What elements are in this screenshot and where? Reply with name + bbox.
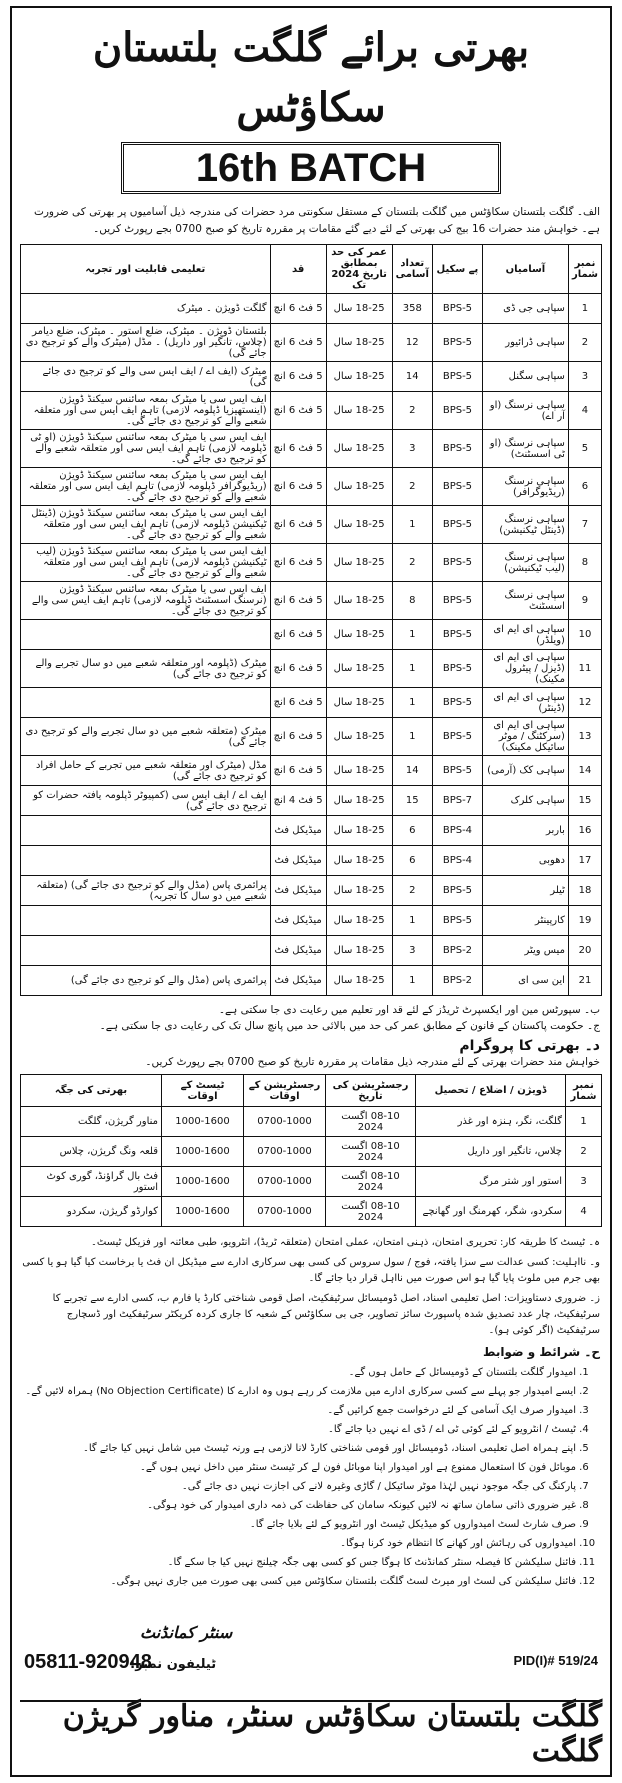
table-row — [21, 786, 602, 816]
row-qualification: ایف ایس سی یا میٹرک بمعہ سائنس سیکنڈ ڈویژن (او ٹی ڈپلومہ لازمی) تاہم ایف ایس سی اور متعلقہ شعبے والے کو ترجیح دی جائے گی۔ — [21, 430, 271, 468]
list-item: 7. پارکنگ کی جگہ موجود نہیں لہٰذا موٹر سائیکل / گاڑی وغیرہ لانے کی اجازت نہیں دی جائے گی۔ — [20, 1477, 576, 1496]
prog-serial: 4 — [566, 1197, 602, 1227]
table-row — [21, 430, 602, 468]
row-scale: BPS-5 — [432, 324, 482, 362]
row-qualification: مڈل (میٹرک اور متعلقہ شعبے میں تجربے کے حامل افراد کو ترجیح دی جائے گی) — [21, 756, 271, 786]
row-scale: BPS-5 — [432, 362, 482, 392]
row-count: 1 — [392, 906, 432, 936]
row-height: 5 فٹ 6 انچ — [270, 544, 326, 582]
row-qualification: بلتستان ڈویژن ۔ میٹرک، ضلع استور ۔ میٹرک، ضلع دیامر (چلاس، تانگیر اور داریل) ۔ مڈل (میٹرک والے کو ترجیح دی جائے گی) — [21, 324, 271, 362]
row-count: 6 — [392, 846, 432, 876]
prog-date: 08-10 اگست 2024 — [326, 1107, 416, 1137]
row-height: 5 فٹ 6 انچ — [270, 392, 326, 430]
program-table — [20, 1074, 602, 1227]
row-post: سپاہی ڈرائیور — [482, 324, 568, 362]
row-age: 18-25 سال — [326, 816, 392, 846]
list-item: 12. فائنل سلیکشن کی لسٹ اور میرٹ لسٹ گلگت بلتستان سکاؤٹس میں کسی بھی صورت میں جاری نہیں ہوگی۔ — [20, 1572, 576, 1591]
row-age: 18-25 سال — [326, 650, 392, 688]
table-row — [21, 906, 602, 936]
row-qualification — [21, 620, 271, 650]
row-qualification: ایف ایس سی یا میٹرک بمعہ سائنس سیکنڈ ڈویژن (لیب ٹیکنیشن ڈپلومہ لازمی) تاہم ایف ایس سی اور متعلقہ شعبے والے کو ترجیح دی جائے گی۔ — [21, 544, 271, 582]
row-post: سپاہی جی ڈی — [482, 294, 568, 324]
row-scale: BPS-5 — [432, 688, 482, 718]
row-height: 5 فٹ 6 انچ — [270, 650, 326, 688]
table-row — [21, 1107, 602, 1137]
row-height: 5 فٹ 4 انچ — [270, 786, 326, 816]
row-scale: BPS-2 — [432, 966, 482, 996]
table-row — [21, 620, 602, 650]
row-post: سپاہی نرسنگ (او آر اے) — [482, 392, 568, 430]
row-scale: BPS-5 — [432, 906, 482, 936]
prog-reg-time: 0700-1000 — [244, 1197, 326, 1227]
list-item: 11. فائنل سلیکشن کا فیصلہ سنٹر کمانڈنٹ کا ہوگا جس کو کسی بھی جگہ چیلنج نہیں کیا جا سکے گا۔ — [20, 1553, 576, 1572]
row-scale: BPS-5 — [432, 392, 482, 430]
row-scale: BPS-5 — [432, 620, 482, 650]
row-post: سپاہی نرسنگ اسسٹنٹ — [482, 582, 568, 620]
prog-reg-time: 0700-1000 — [244, 1167, 326, 1197]
row-serial: 7 — [568, 506, 601, 544]
row-serial: 2 — [568, 324, 601, 362]
advertisement-frame — [10, 6, 612, 1777]
row-age: 18-25 سال — [326, 362, 392, 392]
row-qualification: ایف ایس سی یا میٹرک بمعہ سائنس سیکنڈ ڈویژن (ڈینٹل ٹیکنیشن ڈپلومہ لازمی) تاہم ایف ایس سی اور متعلقہ شعبے والے کو ترجیح دی جائے گی۔ — [21, 506, 271, 544]
row-serial: 6 — [568, 468, 601, 506]
row-count: 1 — [392, 718, 432, 756]
row-count: 3 — [392, 936, 432, 966]
row-serial: 10 — [568, 620, 601, 650]
page-title: بھرتی برائے گلگت بلتستان سکاؤٹس — [92, 24, 530, 131]
row-height: 5 فٹ 6 انچ — [270, 688, 326, 718]
required-documents: ز۔ ضروری دستاویزات: اصل تعلیمی اسناد، اصل ڈومیسائل سرٹیفکیٹ، اصل قومی شناختی کارڈ یا فارم ب، کسی ادارے سے تجربے کا سرٹیفکیٹ، چار عدد تصدیق شدہ پاسپورٹ سائز تصاویر، جی بی سکاؤٹس کے شعبہ کا جاری کردہ کریکٹر سرٹیفکیٹ اور ڈسچارج سرٹیفکیٹ (اگر کوئی ہو)۔ — [52, 1293, 600, 1336]
table-row — [21, 294, 602, 324]
row-serial: 14 — [568, 756, 601, 786]
row-height: 5 فٹ 6 انچ — [270, 468, 326, 506]
prog-date: 08-10 اگست 2024 — [326, 1197, 416, 1227]
list-item: 5. اپنے ہمراہ اصل تعلیمی اسناد، ڈومیسائل اور قومی شناختی کارڈ لانا لازمی ہے ورنہ ٹیسٹ میں شامل نہیں کیا جائے گا۔ — [20, 1439, 576, 1458]
row-count: 1 — [392, 650, 432, 688]
jobs-table-header — [21, 245, 602, 294]
signature: سنٹر کمانڈنٹ — [140, 1623, 233, 1642]
row-height: 5 فٹ 6 انچ — [270, 620, 326, 650]
prog-area: سکردو، شگر، کھرمنگ اور گھانچے — [416, 1197, 566, 1227]
batch-banner: 16th BATCH — [121, 142, 501, 194]
row-count: 1 — [392, 966, 432, 996]
conditions-list — [20, 1363, 602, 1591]
prog-place: کوارڈو گریژن، سکردو — [21, 1197, 162, 1227]
row-serial: 20 — [568, 936, 601, 966]
table-row — [21, 816, 602, 846]
row-qualification: گلگت ڈویژن ۔ میٹرک — [21, 294, 271, 324]
row-qualification: ایف ایس سی یا میٹرک بمعہ سائنس سیکنڈ ڈویژن (ریڈیوگرافر ڈپلومہ لازمی) تاہم ایف ایس سی اور متعلقہ شعبے والے کو ترجیح دی جائے گی۔ — [21, 468, 271, 506]
row-serial: 1 — [568, 294, 601, 324]
row-age: 18-25 سال — [326, 324, 392, 362]
col-count: تعداد آسامی — [392, 245, 432, 294]
row-age: 18-25 سال — [326, 392, 392, 430]
table-row — [21, 718, 602, 756]
phone-label: ٹیلیفون نمبر: — [130, 1657, 217, 1672]
row-count: 15 — [392, 786, 432, 816]
table-row — [21, 756, 602, 786]
row-height: 5 فٹ 6 انچ — [270, 718, 326, 756]
program-heading: د۔ بھرتی کا پروگرام — [459, 1038, 600, 1054]
col-scale: پے سکیل — [432, 245, 482, 294]
row-age: 18-25 سال — [326, 688, 392, 718]
row-qualification — [21, 846, 271, 876]
prog-area: گلگت، نگر، ہنزہ اور غذر — [416, 1107, 566, 1137]
row-serial: 16 — [568, 816, 601, 846]
prog-serial: 3 — [566, 1167, 602, 1197]
col-age: عمر کی حد بمطابق تاریخ 2024 تک — [326, 245, 392, 294]
col-serial: نمبر شمار — [568, 245, 601, 294]
row-count: 1 — [392, 506, 432, 544]
row-serial: 13 — [568, 718, 601, 756]
table-row — [21, 688, 602, 718]
row-height: 5 فٹ 6 انچ — [270, 430, 326, 468]
row-post: سپاہی نرسنگ (ڈینٹل ٹیکنیشن) — [482, 506, 568, 544]
row-age: 18-25 سال — [326, 906, 392, 936]
row-post: سپاہی نرسنگ (او ٹی اسسٹنٹ) — [482, 430, 568, 468]
prog-col-serial: نمبر شمار — [566, 1075, 602, 1107]
table-row — [21, 544, 602, 582]
prog-test-time: 1000-1600 — [162, 1137, 244, 1167]
row-serial: 3 — [568, 362, 601, 392]
prog-place: مناور گریژن، گلگت — [21, 1107, 162, 1137]
row-qualification: میٹرک (متعلقہ شعبے میں دو سال تجربے والے کو ترجیح دی جائے گی) — [21, 718, 271, 756]
row-qualification: پرائمری پاس (مڈل والے کو ترجیح دی جائے گی) — [21, 966, 271, 996]
prog-date: 08-10 اگست 2024 — [326, 1137, 416, 1167]
row-post: میس ویٹر — [482, 936, 568, 966]
row-qualification — [21, 936, 271, 966]
prog-test-time: 1000-1600 — [162, 1167, 244, 1197]
row-post: سپاہی سگنل — [482, 362, 568, 392]
col-post: آسامیاں — [482, 245, 568, 294]
table-row — [21, 966, 602, 996]
table-row — [21, 392, 602, 430]
ineligibility: و۔ نااہلیت: کسی عدالت سے سزا یافتہ، فوج / سول سروس کی کسی بھی سرکاری ادارے سے میڈیکل ان فٹ یا برخاست کیا گیا ہو یا کسی بھی جرم میں ملوث پایا گیا ہو اس صورت میں نااہل قرار دیا جائے گا۔ — [22, 1257, 600, 1284]
row-qualification — [21, 906, 271, 936]
row-serial: 11 — [568, 650, 601, 688]
row-serial: 8 — [568, 544, 601, 582]
table-row — [21, 650, 602, 688]
prog-col-place: بھرتی کی جگہ — [21, 1075, 162, 1107]
row-post: کارپینٹر — [482, 906, 568, 936]
prog-col-date: رجسٹریشن کی تاریخ — [326, 1075, 416, 1107]
row-serial: 12 — [568, 688, 601, 718]
table-row — [21, 362, 602, 392]
row-count: 358 — [392, 294, 432, 324]
program-table-body — [21, 1107, 602, 1227]
row-age: 18-25 سال — [326, 430, 392, 468]
row-age: 18-25 سال — [326, 468, 392, 506]
row-scale: BPS-5 — [432, 756, 482, 786]
row-height: میڈیکل فٹ — [270, 936, 326, 966]
row-age: 18-25 سال — [326, 756, 392, 786]
row-post: این سی ای — [482, 966, 568, 996]
col-qualification: تعلیمی قابلیت اور تجربہ — [21, 245, 271, 294]
row-age: 18-25 سال — [326, 786, 392, 816]
row-scale: BPS-5 — [432, 582, 482, 620]
row-height: 5 فٹ 6 انچ — [270, 362, 326, 392]
row-qualification: میٹرک (ڈپلومہ اور متعلقہ شعبے میں دو سال تجربے والے کو ترجیح دی جائے گی) — [21, 650, 271, 688]
row-scale: BPS-5 — [432, 430, 482, 468]
row-age: 18-25 سال — [326, 846, 392, 876]
row-qualification: ایف اے / ایف ایس سی (کمپیوٹر ڈپلومہ یافتہ حضرات کو ترجیح دی جائے گی) — [21, 786, 271, 816]
row-height: میڈیکل فٹ — [270, 876, 326, 906]
row-scale: BPS-5 — [432, 468, 482, 506]
table-row — [21, 876, 602, 906]
jobs-table — [20, 244, 602, 996]
row-serial: 17 — [568, 846, 601, 876]
row-qualification: ایف ایس سی یا میٹرک بمعہ سائنس سیکنڈ ڈویژن (اینستھیزیا ڈپلومہ لازمی) تاہم ایف ایس سی اور متعلقہ شعبے والے کو ترجیح دی جائے گی۔ — [21, 392, 271, 430]
row-count: 1 — [392, 620, 432, 650]
row-height: میڈیکل فٹ — [270, 846, 326, 876]
row-post: سپاہی ای ایم ای (ڈینٹر) — [482, 688, 568, 718]
list-item: 6. موبائل فون کا استعمال ممنوع ہے اور امیدوار اپنا موبائل فون لے کر ٹیسٹ سنٹر میں داخل نہیں ہوں گے۔ — [20, 1458, 576, 1477]
list-item: 10. امیدواروں کی رہائش اور کھانے کا انتظام خود کرنا ہوگا۔ — [20, 1534, 576, 1553]
row-age: 18-25 سال — [326, 876, 392, 906]
row-post: سپاہی ای ایم ای (ڈیزل / پیٹرول مکینک) — [482, 650, 568, 688]
list-item: 3. امیدوار صرف ایک آسامی کے لئے درخواست جمع کرائیں گے۔ — [20, 1401, 576, 1420]
row-age: 18-25 سال — [326, 620, 392, 650]
list-item: 4. ٹیسٹ / انٹرویو کے لئے کوئی ٹی اے / ڈی اے نہیں دیا جائے گا۔ — [20, 1420, 576, 1439]
prog-reg-time: 0700-1000 — [244, 1107, 326, 1137]
row-height: میڈیکل فٹ — [270, 906, 326, 936]
row-count: 3 — [392, 430, 432, 468]
list-item: 8. غیر ضروری ذاتی سامان ساتھ نہ لائیں کیونکہ سامان کی حفاظت کی ذمہ داری امیدوار کی خود ہوگی۔ — [20, 1496, 576, 1515]
row-post: سپاہی کک (آرمی) — [482, 756, 568, 786]
row-count: 6 — [392, 816, 432, 846]
row-count: 1 — [392, 688, 432, 718]
bottom-banner: گلگت بلتستان سکاؤٹس سنٹر، مناور گریژن گلگت — [20, 1700, 602, 1766]
row-scale: BPS-5 — [432, 876, 482, 906]
row-age: 18-25 سال — [326, 936, 392, 966]
prog-col-test-time: ٹیسٹ کے اوقات — [162, 1075, 244, 1107]
row-scale: BPS-2 — [432, 936, 482, 966]
row-serial: 4 — [568, 392, 601, 430]
table-row — [21, 324, 602, 362]
table-row — [21, 846, 602, 876]
table-row — [21, 582, 602, 620]
row-post: سپاہی ای ایم ای (ویلڈر) — [482, 620, 568, 650]
prog-test-time: 1000-1600 — [162, 1107, 244, 1137]
row-scale: BPS-5 — [432, 294, 482, 324]
row-post: سپاہی کلرک — [482, 786, 568, 816]
jobs-table-body — [21, 294, 602, 996]
table-row — [21, 1137, 602, 1167]
row-serial: 18 — [568, 876, 601, 906]
phone-number: 05811-920948 — [24, 1651, 152, 1673]
row-post: ٹیلر — [482, 876, 568, 906]
table-row — [21, 936, 602, 966]
note-c: ج۔ حکومت پاکستان کے قانون کے مطابق عمر کی حد میں بالائی حد میں پانچ سال تک کی رعایت دی جا سکتی ہے۔ — [99, 1020, 600, 1032]
row-height: میڈیکل فٹ — [270, 966, 326, 996]
prog-place: فٹ بال گراؤنڈ، گوری کوٹ استور — [21, 1167, 162, 1197]
row-count: 2 — [392, 544, 432, 582]
intro-paragraph: الف۔ گلگت بلتستان سکاؤٹس میں گلگت بلتستان کے مستقل سکونتی مرد حضرات کی مندرجہ ذیل آسامیوں پر بھرتی کی ضرورت ہے۔ خواہش مند حضرات 16 بیج کی بھرتی کے لئے دیے گئے مقامات پر مقررہ تاریخ کو صبح 0700 بجے رپورٹ کریں۔ — [33, 206, 600, 235]
prog-reg-time: 0700-1000 — [244, 1137, 326, 1167]
row-height: 5 فٹ 6 انچ — [270, 324, 326, 362]
prog-test-time: 1000-1600 — [162, 1197, 244, 1227]
footer-row — [20, 1623, 602, 1693]
row-scale: BPS-4 — [432, 816, 482, 846]
row-age: 18-25 سال — [326, 544, 392, 582]
row-age: 18-25 سال — [326, 294, 392, 324]
row-post: سپاہی ای ایم ای (سرکٹنگ / موٹر سائیکل مکینک) — [482, 718, 568, 756]
row-qualification — [21, 816, 271, 846]
row-count: 8 — [392, 582, 432, 620]
row-age: 18-25 سال — [326, 966, 392, 996]
prog-area: استور اور شتر مرگ — [416, 1167, 566, 1197]
row-scale: BPS-5 — [432, 650, 482, 688]
prog-col-area: ڈویژن / اضلاع / تحصیل — [416, 1075, 566, 1107]
prog-date: 08-10 اگست 2024 — [326, 1167, 416, 1197]
row-qualification: میٹرک (ایف اے / ایف ایس سی والے کو ترجیح دی جائے گی) — [21, 362, 271, 392]
row-height: 5 فٹ 6 انچ — [270, 582, 326, 620]
conditions-heading: ح۔ شرائط و ضوابط — [483, 1345, 600, 1359]
row-scale: BPS-5 — [432, 718, 482, 756]
row-count: 14 — [392, 756, 432, 786]
prog-col-reg-time: رجسٹریشن کے اوقات — [244, 1075, 326, 1107]
row-qualification — [21, 688, 271, 718]
table-row — [21, 468, 602, 506]
program-subtext: خواہش مند حضرات بھرتی کے لئے مندرجہ ذیل مقامات پر مقررہ تاریخ کو صبح 0700 بجے رپورٹ کریں۔ — [145, 1056, 600, 1068]
row-scale: BPS-5 — [432, 506, 482, 544]
row-scale: BPS-4 — [432, 846, 482, 876]
row-post: دھوبی — [482, 846, 568, 876]
list-item: 2. ایسے امیدوار جو پہلے سے کسی سرکاری ادارے میں ملازمت کر رہے ہوں وہ ادارے کا (No Objection Certificate) ہمراہ لائیں گے۔ — [20, 1382, 576, 1401]
row-post: سپاہی نرسنگ (لیب ٹیکنیشن) — [482, 544, 568, 582]
row-scale: BPS-7 — [432, 786, 482, 816]
row-serial: 9 — [568, 582, 601, 620]
row-height: 5 فٹ 6 انچ — [270, 756, 326, 786]
row-age: 18-25 سال — [326, 718, 392, 756]
list-item: 9. صرف شارٹ لسٹ امیدواروں کو میڈیکل ٹیسٹ اور انٹرویو کے لئے بلایا جائے گا۔ — [20, 1515, 576, 1534]
row-count: 12 — [392, 324, 432, 362]
row-serial: 5 — [568, 430, 601, 468]
row-qualification: ایف ایس سی یا میٹرک بمعہ سائنس سیکنڈ ڈویژن (نرسنگ اسسٹنٹ ڈپلومہ لازمی) تاہم ایف ایس سی والے کو ترجیح دی جائے گی۔ — [21, 582, 271, 620]
row-count: 2 — [392, 468, 432, 506]
row-post: باربر — [482, 816, 568, 846]
row-count: 2 — [392, 876, 432, 906]
col-height: قد — [270, 245, 326, 294]
prog-area: چلاس، تانگیر اور داریل — [416, 1137, 566, 1167]
row-count: 2 — [392, 392, 432, 430]
prog-serial: 1 — [566, 1107, 602, 1137]
row-post: سپاہی نرسنگ (ریڈیوگرافر) — [482, 468, 568, 506]
row-height: 5 فٹ 6 انچ — [270, 506, 326, 544]
note-b: ب۔ سپورٹس مین اور ایکسپرٹ ٹریڈز کے لئے قد اور تعلیم میں رعایت دی جا سکتی ہے۔ — [218, 1004, 600, 1016]
row-count: 14 — [392, 362, 432, 392]
row-serial: 15 — [568, 786, 601, 816]
table-row — [21, 506, 602, 544]
prog-serial: 2 — [566, 1137, 602, 1167]
list-item: 1. امیدوار گلگت بلتستان کے ڈومیسائل کے حامل ہوں گے۔ — [20, 1363, 576, 1382]
prog-place: قلعہ ونگ گریژن، چلاس — [21, 1137, 162, 1167]
row-serial: 19 — [568, 906, 601, 936]
row-height: میڈیکل فٹ — [270, 816, 326, 846]
table-row — [21, 1167, 602, 1197]
pid-number: PID(I)# 519/24 — [513, 1653, 598, 1668]
row-serial: 21 — [568, 966, 601, 996]
test-method: ہ۔ ٹیسٹ کا طریقہ کار: تحریری امتحان، ذہنی امتحان، عملی امتحان (متعلقہ ٹریڈ)، انٹرویو، طبی معائنہ اور فزیکل ٹیسٹ۔ — [91, 1237, 600, 1248]
row-age: 18-25 سال — [326, 506, 392, 544]
table-row — [21, 1197, 602, 1227]
program-table-header — [21, 1075, 602, 1107]
row-scale: BPS-5 — [432, 544, 482, 582]
row-height: 5 فٹ 6 انچ — [270, 294, 326, 324]
row-age: 18-25 سال — [326, 582, 392, 620]
row-qualification: پرائمری پاس (مڈل والے کو ترجیح دی جائے گی) (متعلقہ شعبے میں دو سال کا تجربہ) — [21, 876, 271, 906]
